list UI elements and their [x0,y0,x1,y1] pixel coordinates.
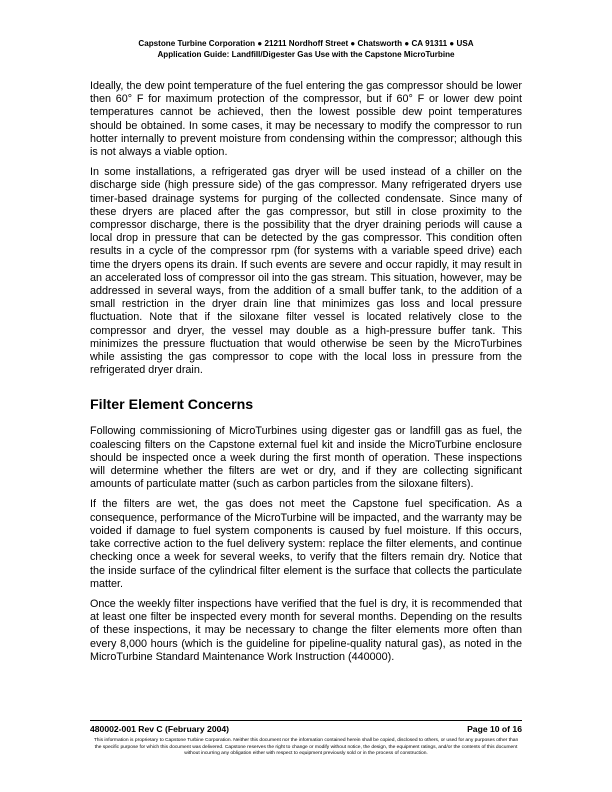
header-company-line: Capstone Turbine Corporation ● 21211 Nordhoff Street ● Chatsworth ● CA 91311 ● USA [138,39,474,48]
body-paragraph: Ideally, the dew point temperature of the fuel entering the gas compressor should be lower then 60° F for maximum protection of the compressor, but if 60° F or lower dew point temperatures cannot be achieved, then the lowest possible dew point temperatures should be obtained. In some cases, it may be necessary to modify the compressor to run hotter internally to prevent moisture from condensing within the compressor; although this is not always a viable option. [90,80,522,159]
document-number: 480002-001 Rev C (February 2004) [90,724,230,734]
header-guide-title: Application Guide: Landfill/Digester Gas Use with the Capstone MicroTurbine [157,50,455,59]
page-number: Page 10 of 16 [467,724,522,734]
body-paragraph: If the filters are wet, the gas does not meet the Capstone fuel specification. As a consequence, performance of the MicroTurbine will be impacted, and the warranty may be voided if damage to fuel system components is caused by fuel moisture. If this occurs, take corrective action to the fuel delivery system: replace the filter elements, and continue checking once a week for several weeks, to verify that the filters remain dry. Notice that the inside surface of the cylindrical filter element is the surface that collects the particulate matter. [90,498,522,590]
body-paragraph: Following commissioning of MicroTurbines using digester gas or landfill gas as fuel, the coalescing filters on the Capstone external fuel kit and inside the MicroTurbine enclosure should be inspected once a week during the first month of operation. These inspections will determine whether the filters are wet or dry, and if they are collecting significant amounts of particulate matter (such as carbon particles from the siloxane filters). [90,425,522,491]
section-heading: Filter Element Concerns [90,397,254,414]
body-paragraph: Once the weekly filter inspections have verified that the fuel is dry, it is recommended that at least one filter be inspected every month for several months. Depending on the results of these inspections, it may be necessary to change the filter elements more often than every 8,000 hours (which is the guideline for pipeline-quality natural gas), as noted in the MicroTurbine Standard Maintenance Work Instruction (440000). [90,597,522,663]
footer-divider [90,720,522,721]
proprietary-disclaimer: This information is proprietary to Capstone Turbine Corporation. Neither this document nor the information contained herein shall be copied, disclosed to others, or used for any purposes other than the specific purpose for which this document was delivered. Capstone reserves the right to change or modify without notice, the design, the equipment ratings, and/or the contents of this document without incurring any obligation either with respect to equipment previously sold or in the process of construction. [93,738,519,757]
page-footer [90,720,522,758]
document-body [90,80,522,671]
body-paragraph: In some installations, a refrigerated gas dryer will be used instead of a chiller on the discharge side (high pressure side) of the gas compressor. Many refrigerated dryers use timer-based drainage systems for purging of the collected condensate. Since many of these dryers are placed after the gas compressor, but still in close proximity to the compressor discharge, there is the possibility that the dryer draining periods will cause a local drop in pressure that can be detected by the gas compressor. This condition often results in a cycle of the compressor rpm (for systems with a variable speed drive) each time the dryers opens its drain. If such events are severe and occur rapidly, it may result in an accelerated loss of compressor oil into the gas stream. This situation, however, may be addressed in several ways, from the addition of a small buffer tank, to the addition of a small restriction in the dryer drain line that minimizes gas loss and local pressure fluctuation. Note that if the siloxane filter vessel is located relatively close to the compressor and dryer, the vessel may double as a high-pressure buffer tank. This minimizes the pressure fluctuation that would otherwise be seen by the MicroTurbines while assisting the gas compressor to cope with the local loss in pressure from the refrigerated dryer drain. [90,166,522,377]
page-header [0,38,612,60]
